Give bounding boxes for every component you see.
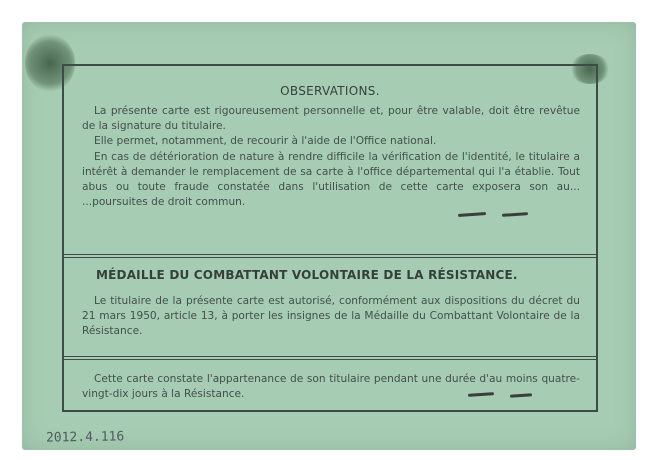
- observations-title: OBSERVATIONS.: [280, 84, 380, 98]
- medal-title: MÉDAILLE DU COMBATTANT VOLONTAIRE DE LA RÉSISTANCE.: [96, 268, 518, 282]
- medal-text-block: [82, 294, 580, 340]
- duration-text: Cette carte constate l'appartenance de son titulaire pendant une durée d'au moins quatre-vingt-dix jours à la Résistance.: [82, 373, 580, 401]
- observations-text: [82, 104, 580, 210]
- section-divider-2: [64, 356, 596, 360]
- observations-paragraph-1: La présente carte est rigoureusement personnelle et, pour être valable, doit être revêtue de la signature du titulaire.: [82, 105, 580, 133]
- card-frame: [62, 64, 598, 412]
- observations-paragraph-2: Elle permet, notamment, de recourir à l'aide de l'Office national.: [94, 135, 437, 148]
- resistance-card-back: [22, 22, 636, 450]
- accession-number: 2012.4.116: [45, 429, 125, 446]
- observations-paragraph-3: En cas de détérioration de nature à rendre difficile la vérification de l'identité, le titulaire a intérêt à demander le remplacement de sa carte à l'office départemental qui l'a établie. Tout abus ou toute fraude constatée dans l'utilisation de cette carte exposera son au... ...poursuites de droit commun.: [82, 150, 580, 209]
- medal-text: Le titulaire de la présente carte est autorisé, conformément aux dispositions du décret du 21 mars 1950, article 13, à porter les insignes de la Médaille du Combattant Volontaire de la Résistance.: [82, 295, 580, 338]
- section-divider-1: [64, 254, 596, 258]
- duration-text-block: [82, 372, 580, 402]
